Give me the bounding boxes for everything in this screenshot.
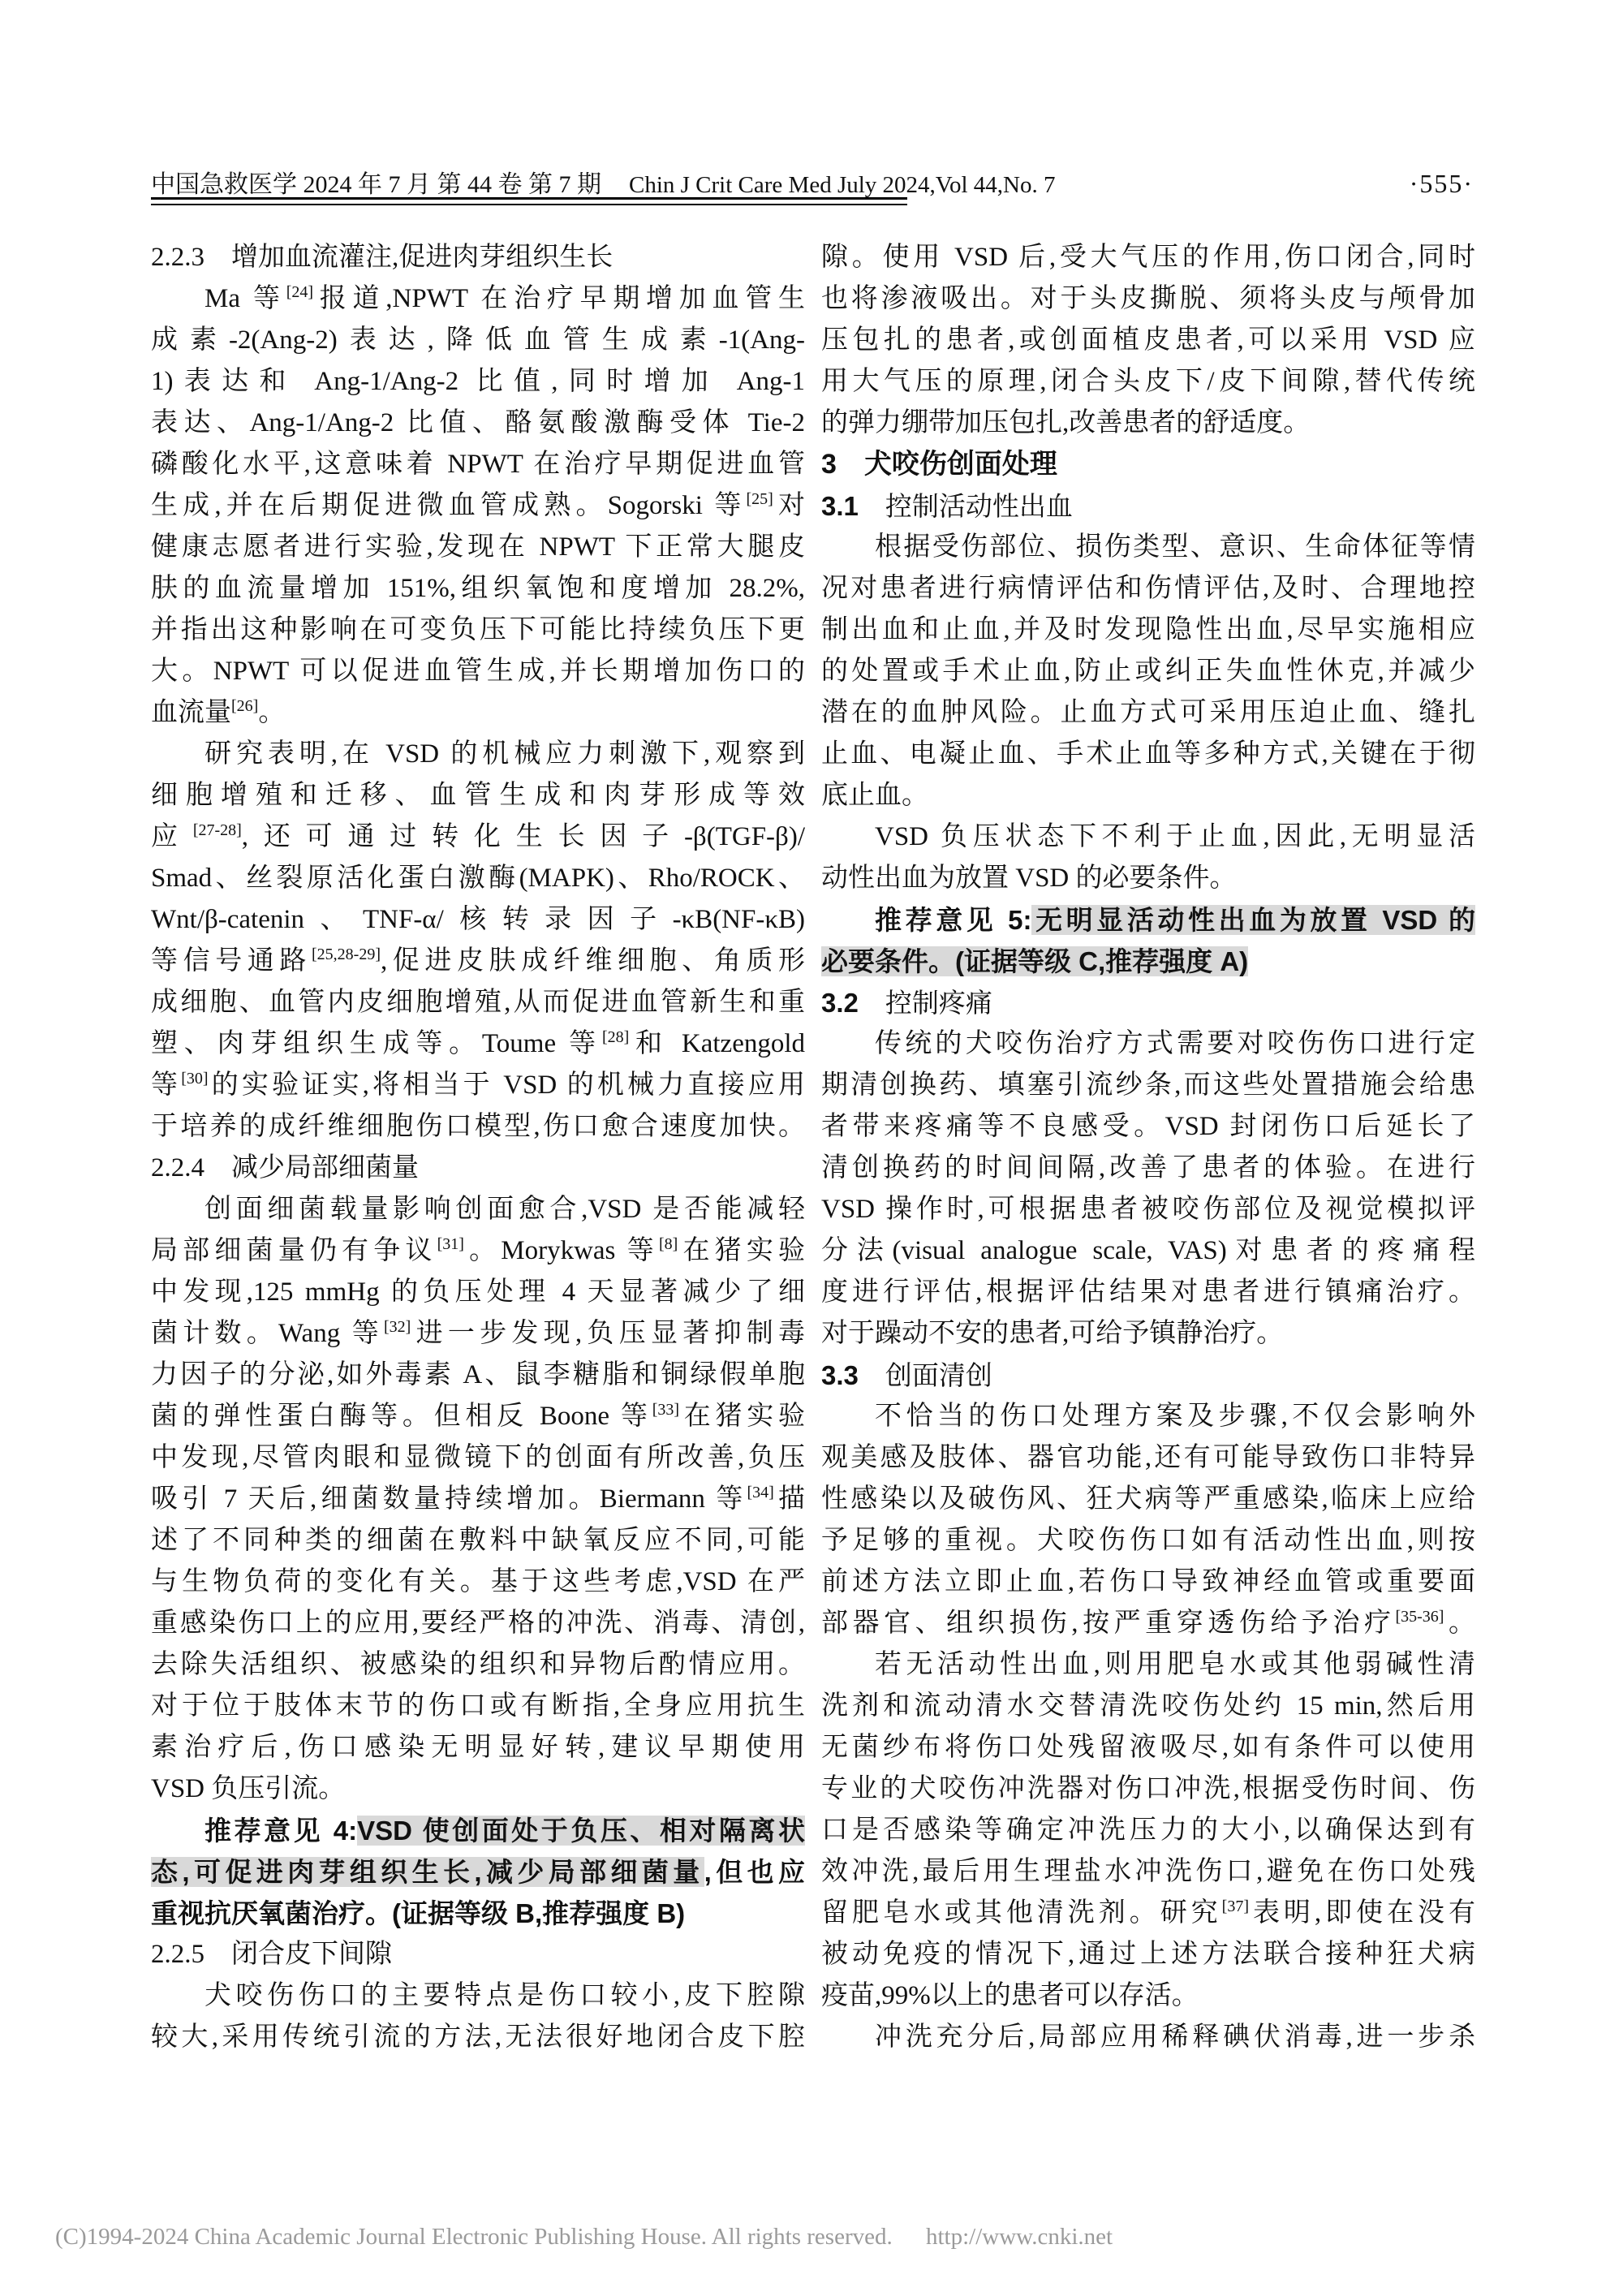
citation-ref: [31]: [437, 1235, 464, 1253]
text-segment: 菌的弹性蛋白酶等。但相反 Boone 等: [151, 1402, 652, 1431]
text-segment: 与生物负荷的变化有关。基于这些考虑,VSD 在严: [151, 1567, 805, 1596]
text-segment: VSD 操作时,可根据患者被咬伤部位及视觉模拟评: [821, 1195, 1475, 1224]
text-line: [821, 1934, 1475, 1975]
text-line: [821, 1106, 1475, 1148]
text-segment: 底止血。: [821, 781, 928, 810]
text-segment: 表明,即使在没有: [1248, 1898, 1476, 1928]
text-segment: 3.2: [821, 988, 859, 1018]
text-line: [151, 1437, 805, 1479]
text-segment: Smad、丝裂原活化蛋白激酶(MAPK)、Rho/ROCK、: [151, 864, 805, 893]
text-line: [151, 1023, 805, 1065]
text-column-right: [821, 237, 1475, 2058]
text-segment: 重视抗厌氧菌治疗。(证据等级 B,推荐强度 B): [151, 1898, 686, 1928]
text-line: [151, 527, 805, 568]
text-line: [821, 320, 1475, 361]
text-segment: 中发现,尽管肉眼和显微镜下的创面有所改善,负压: [151, 1443, 805, 1472]
text-segment: 应: [151, 822, 193, 851]
section-heading: [151, 237, 805, 278]
text-line: [821, 1065, 1475, 1106]
text-segment: 推荐意见 5:: [875, 905, 1032, 935]
text-line: [821, 1893, 1475, 1934]
text-line: [821, 1148, 1475, 1189]
recommendation-line: [821, 899, 1475, 941]
text-line: [821, 858, 1475, 899]
text-segment: ,还可通过转化生长因子-β(TGF-β)/: [241, 822, 805, 851]
text-segment: 3.1: [821, 491, 859, 521]
text-line: [151, 982, 805, 1023]
citation-ref: [25]: [746, 490, 773, 508]
text-segment: 的实验证实,将相当于 VSD 的机械力直接应用: [208, 1070, 805, 1100]
text-segment: 口是否感染等确定冲洗压力的大小,以确保达到有: [821, 1816, 1475, 1845]
text-segment: 表达、Ang-1/Ang-2 比值、酪氨酸激酶受体 Tie-2: [151, 408, 805, 437]
text-line: [821, 1686, 1475, 1727]
text-line: [151, 858, 805, 899]
text-line: [821, 1313, 1475, 1355]
text-segment: 的弹力绷带加压包扎,改善患者的舒适度。: [821, 408, 1311, 437]
text-segment: ,促进皮肤成纤维细胞、角质形: [380, 946, 806, 976]
text-line: [151, 1479, 805, 1520]
text-segment: 性感染以及破伤风、狂犬病等严重感染,临床上应给: [821, 1484, 1475, 1514]
text-line: [821, 1479, 1475, 1520]
text-segment: 创面细菌载量影响创面愈合,VSD 是否能减轻: [204, 1195, 805, 1224]
text-segment: 生成,并在后期促进微血管成熟。Sogorski 等: [151, 491, 747, 520]
text-segment: 被动免疫的情况下,通过上述方法联合接种狂犬病: [821, 1940, 1475, 1969]
text-line: [821, 361, 1475, 403]
text-line: [821, 610, 1475, 651]
text-line: [151, 899, 805, 941]
text-line: [821, 1768, 1475, 1810]
recommendation-line: [151, 1893, 805, 1934]
header-rule: [151, 197, 907, 205]
recommendation-line: [151, 1851, 805, 1893]
text-segment: 根据受伤部位、损伤类型、意识、生命体征等情: [875, 532, 1475, 562]
section-heading: [821, 485, 1475, 527]
section-heading: [151, 1934, 805, 1975]
text-segment: 清创换药的时间间隔,改善了患者的体验。在进行: [821, 1153, 1475, 1182]
text-line: [151, 444, 805, 485]
text-segment: 大。NPWT 可以促进血管生成,并长期增加伤口的: [151, 657, 805, 686]
text-segment: 对于躁动不安的患者,可给予镇静治疗。: [821, 1319, 1284, 1348]
text-line: [821, 2017, 1475, 2058]
citation-ref: [28]: [601, 1028, 630, 1046]
text-segment: 疫苗,99%以上的患者可以存活。: [821, 1981, 1199, 2010]
text-segment: 无菌纱布将伤口处残留液吸尽,如有条件可以使用: [821, 1733, 1475, 1762]
text-line: [151, 692, 805, 734]
text-line: [821, 1603, 1475, 1644]
text-segment: 专业的犬咬伤冲洗器对伤口冲洗,根据受伤时间、伤: [821, 1774, 1475, 1803]
text-segment: 在猪实验: [678, 1236, 806, 1265]
text-segment: 吸引 7 天后,细菌数量持续增加。Biermann 等: [151, 1484, 747, 1514]
text-segment: 必要条件。(证据等级 C,推荐强度 A): [821, 946, 1249, 976]
text-segment: 健康志愿者进行实验,发现在 NPWT 下正常大腿皮: [151, 532, 805, 562]
text-line: [151, 734, 805, 775]
text-line: [821, 278, 1475, 320]
citation-ref: [32]: [384, 1318, 411, 1336]
recommendation-line: [821, 941, 1475, 982]
journal-header-left: [151, 164, 1056, 200]
text-segment: 报道,NPWT 在治疗早期增加血管生: [313, 284, 805, 313]
text-segment: 无明显活动性出血为放置 VSD 的: [1031, 905, 1475, 935]
text-line: [151, 1230, 805, 1272]
text-segment: 2.2.3 增加血流灌注,促进肉芽组织生长: [151, 243, 613, 272]
text-line: [151, 1644, 805, 1686]
text-line: [821, 1396, 1475, 1437]
text-line: [821, 1810, 1475, 1851]
text-line: [151, 361, 805, 403]
section-heading: [821, 982, 1475, 1023]
text-line: [151, 403, 805, 444]
copyright-text: (C)1994-2024 China Academic Journal Electronic Publishing House. All rights reserved.: [55, 2224, 893, 2250]
citation-ref: [8]: [658, 1235, 678, 1253]
text-segment: 动性出血为放置 VSD 的必要条件。: [821, 864, 1237, 893]
text-segment: 菌计数。Wang 等: [151, 1319, 384, 1348]
text-segment: 前述方法立即止血,若伤口导致神经血管或重要面: [821, 1567, 1475, 1596]
page-footer: [55, 2224, 1565, 2251]
text-segment: Ma 等: [204, 284, 286, 313]
text-segment: 成细胞、血管内皮细胞增殖,从而促进血管新生和重: [151, 988, 805, 1017]
text-segment: 中发现,125 mmHg 的负压处理 4 天显著减少了细: [151, 1277, 805, 1307]
citation-ref: [35-36]: [1395, 1608, 1444, 1626]
text-segment: 对: [773, 491, 805, 520]
text-segment: 洗剂和流动清水交替清洗咬伤处约 15 min,然后用: [821, 1691, 1475, 1721]
text-segment: 进一步发现,负压显著抑制毒: [411, 1319, 806, 1348]
text-segment: 效冲洗,最后用生理盐水冲洗伤口,避免在伤口处残: [821, 1857, 1475, 1886]
text-segment: 3 犬咬伤创面处理: [821, 449, 1057, 480]
citation-ref: [27-28]: [192, 821, 242, 839]
text-segment: 若无活动性出血,则用肥皂水或其他弱碱性清: [875, 1650, 1475, 1679]
text-segment: 止血、电凝止血、手术止血等多种方式,关键在于彻: [821, 739, 1475, 769]
text-segment: VSD 使创面处于负压、相对隔离状: [357, 1816, 805, 1846]
text-line: [821, 816, 1475, 858]
cnki-url: http://www.cnki.net: [925, 2224, 1113, 2250]
text-line: [151, 651, 805, 692]
text-segment: ,但也应: [704, 1857, 805, 1887]
text-line: [151, 568, 805, 610]
page-header: [151, 164, 1474, 200]
text-line: [821, 1851, 1475, 1893]
citation-ref: [26]: [231, 697, 259, 715]
citation-ref: [37]: [1221, 1898, 1249, 1915]
text-segment: 部器官、组织损伤,按严重穿透伤给予治疗: [821, 1609, 1396, 1638]
text-segment: 传统的犬咬伤治疗方式需要对咬伤伤口进行定: [875, 1029, 1475, 1058]
text-line: [151, 1106, 805, 1148]
text-segment: 度进行评估,根据评估结果对患者进行镇痛治疗。: [821, 1277, 1475, 1307]
text-segment: 者带来疼痛等不良感受。VSD 封闭伤口后延长了: [821, 1112, 1475, 1141]
text-line: [151, 816, 805, 858]
text-line: [821, 1437, 1475, 1479]
text-segment: 较大,采用传统引流的方法,无法很好地闭合皮下腔: [151, 2022, 805, 2052]
text-segment: 2.2.5 闭合皮下间隙: [151, 1940, 392, 1969]
text-segment: 留肥皂水或其他清洗剂。研究: [821, 1898, 1222, 1928]
text-segment: 。: [258, 698, 286, 727]
text-segment: 冲洗充分后,局部应用稀释碘伏消毒,进一步杀: [875, 2022, 1475, 2052]
text-line: [821, 775, 1475, 816]
text-line: [151, 1065, 805, 1106]
text-line: [151, 485, 805, 527]
text-line: [151, 320, 805, 361]
text-segment: 隙。使用 VSD 后,受大气压的作用,伤口闭合,同时: [821, 243, 1475, 272]
text-segment: 。Morykwas 等: [463, 1236, 659, 1265]
text-line: [151, 775, 805, 816]
text-line: [151, 941, 805, 982]
text-segment: 。: [1444, 1609, 1476, 1638]
text-segment: 期清创换药、填塞引流纱条,而这些处置措施会给患: [821, 1070, 1475, 1100]
page-number: ·555·: [1409, 169, 1474, 198]
text-segment: 去除失活组织、被感染的组织和异物后酌情应用。: [151, 1650, 805, 1679]
text-line: [151, 1520, 805, 1562]
text-segment: 成素-2(Ang-2)表达,降低血管生成素-1(Ang-: [151, 325, 805, 355]
text-segment: 的处置或手术止血,防止或纠正失血性休克,并减少: [821, 657, 1475, 686]
text-segment: 3.3: [821, 1360, 859, 1390]
text-line: [151, 1975, 805, 2017]
text-segment: 况对患者进行病情评估和伤情评估,及时、合理地控: [821, 574, 1475, 603]
text-segment: 压包扎的患者,或创面植皮患者,可以采用 VSD 应: [821, 325, 1475, 355]
journal-title-cn: 中国急救医学 2024 年 7 月 第 44 卷 第 7 期: [151, 171, 601, 198]
text-segment: 潜在的血肿风险。止血方式可采用压迫止血、缝扎: [821, 698, 1475, 727]
text-line: [821, 1189, 1475, 1230]
text-line: [821, 237, 1475, 278]
text-segment: 控制活动性出血: [858, 493, 1073, 522]
text-line: [821, 1727, 1475, 1768]
text-segment: 并指出这种影响在可变负压下可能比持续负压下更: [151, 615, 805, 644]
section-heading: [821, 444, 1475, 485]
text-segment: 也将渗液吸出。对于头皮撕脱、须将头皮与颅骨加: [821, 284, 1475, 313]
text-line: [821, 651, 1475, 692]
text-column-left: [151, 237, 805, 2058]
text-line: [151, 1603, 805, 1644]
text-line: [151, 1768, 805, 1810]
text-segment: 创面清创: [858, 1362, 992, 1391]
section-heading: [821, 1355, 1475, 1396]
text-line: [821, 403, 1475, 444]
text-line: [151, 1396, 805, 1437]
citation-ref: [34]: [747, 1484, 774, 1501]
text-segment: 描: [773, 1484, 806, 1514]
text-segment: 肤的血流量增加 151%,组织氧饱和度增加 28.2%,: [151, 574, 805, 603]
text-segment: 力因子的分泌,如外毒素 A、鼠李糖脂和铜绿假单胞: [151, 1360, 805, 1389]
text-line: [151, 2017, 805, 2058]
text-line: [151, 278, 805, 320]
text-segment: 研究表明,在 VSD 的机械应力刺激下,观察到: [204, 739, 805, 769]
text-line: [821, 568, 1475, 610]
text-line: [151, 1562, 805, 1603]
text-line: [151, 1189, 805, 1230]
text-segment: 重感染伤口上的应用,要经严格的冲洗、消毒、清创,: [151, 1609, 805, 1638]
text-line: [821, 1023, 1475, 1065]
text-segment: 2.2.4 减少局部细菌量: [151, 1153, 419, 1182]
text-line: [821, 1520, 1475, 1562]
text-segment: 局部细菌量仍有争议: [151, 1236, 437, 1265]
text-segment: 磷酸化水平,这意味着 NPWT 在治疗早期促进血管: [151, 450, 805, 479]
text-line: [821, 1562, 1475, 1603]
text-segment: 等信号通路: [151, 946, 312, 976]
text-segment: 述了不同种类的细菌在敷料中缺氧反应不同,可能: [151, 1526, 805, 1555]
text-segment: 犬咬伤伤口的主要特点是伤口较小,皮下腔隙: [204, 1981, 805, 2010]
text-segment: VSD 负压状态下不利于止血,因此,无明显活: [875, 822, 1475, 851]
citation-ref: [33]: [652, 1401, 680, 1419]
text-segment: 不恰当的伤口处理方案及步骤,不仅会影响外: [875, 1402, 1475, 1431]
text-segment: 分法(visual analogue scale, VAS)对患者的疼痛程: [821, 1236, 1475, 1265]
text-segment: 于培养的成纤维细胞伤口模型,伤口愈合速度加快。: [151, 1112, 805, 1141]
text-segment: 素治疗后,伤口感染无明显好转,建议早期使用: [151, 1733, 805, 1762]
text-segment: VSD 负压引流。: [151, 1774, 346, 1803]
journal-title-en: Chin J Crit Care Med July 2024,Vol 44,No. 7: [629, 172, 1056, 198]
text-segment: 塑、肉芽组织生成等。Toume 等: [151, 1029, 602, 1058]
text-segment: 和 Katzengold: [629, 1029, 806, 1058]
text-segment: 态,可促进肉芽组织生长,减少局部细菌量: [151, 1857, 704, 1887]
text-segment: 对于位于肢体末节的伤口或有断指,全身应用抗生: [151, 1691, 805, 1721]
text-line: [821, 1644, 1475, 1686]
text-segment: 细胞增殖和迁移、血管生成和肉芽形成等效: [151, 781, 805, 810]
text-segment: 用大气压的原理,闭合头皮下/皮下间隙,替代传统: [821, 367, 1475, 396]
text-line: [821, 1272, 1475, 1313]
text-segment: 制出血和止血,并及时发现隐性出血,尽早实施相应: [821, 615, 1475, 644]
text-line: [821, 692, 1475, 734]
text-line: [821, 1975, 1475, 2017]
text-segment: 予足够的重视。犬咬伤伤口如有活动性出血,则按: [821, 1526, 1475, 1555]
text-segment: Wnt/β-catenin、TNF-α/核转录因子-κB(NF-κB): [151, 905, 805, 934]
text-line: [151, 1686, 805, 1727]
text-line: [151, 1727, 805, 1768]
text-line: [151, 610, 805, 651]
text-line: [151, 1272, 805, 1313]
text-line: [821, 734, 1475, 775]
text-line: [821, 1230, 1475, 1272]
text-segment: 血流量: [151, 698, 231, 727]
text-line: [151, 1313, 805, 1355]
text-segment: 在猪实验: [679, 1402, 805, 1431]
text-segment: 控制疼痛: [858, 989, 992, 1019]
text-segment: 推荐意见 4:: [204, 1816, 358, 1846]
text-line: [821, 527, 1475, 568]
citation-ref: [25,28-29]: [312, 946, 381, 963]
text-segment: 1)表达和 Ang-1/Ang-2 比值,同时增加 Ang-1: [151, 367, 805, 396]
citation-ref: [24]: [286, 283, 314, 301]
recommendation-line: [151, 1810, 805, 1851]
section-heading: [151, 1148, 805, 1189]
text-line: [151, 1355, 805, 1396]
citation-ref: [30]: [181, 1070, 209, 1088]
text-segment: 等: [151, 1070, 182, 1100]
text-segment: 观美感及肢体、器官功能,还有可能导致伤口非特异: [821, 1443, 1475, 1472]
